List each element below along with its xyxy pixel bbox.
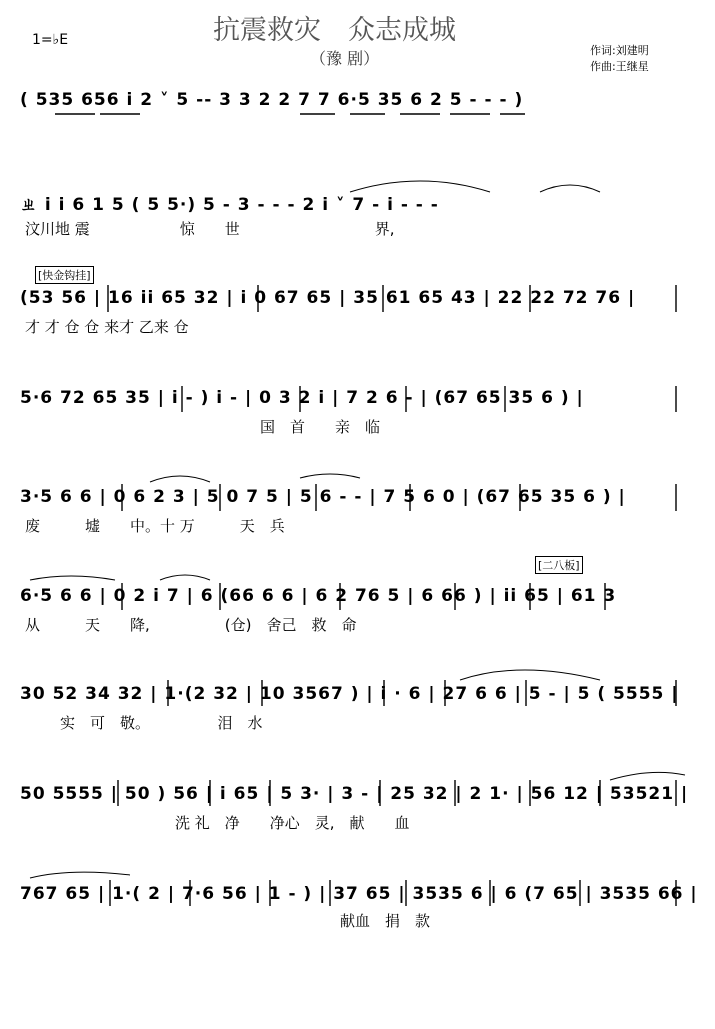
lyrics-line: 废 墟 中。十 万 天 兵	[25, 517, 285, 535]
notation-line: 767 65 | 1·( 2 | 7·6 56 | 1 - ) | 37 65 | 3535 6 | 6 (7 65 | 3535 66 |	[20, 884, 698, 904]
notation-line: ㄓ i i 6 1 5 ( 5 5·) 5 - 3 - - - 2 i ˅ 7 - i - - -	[20, 195, 439, 215]
lyrics-line: 从 天 降, (仓) 舍己 救 命	[25, 616, 357, 634]
genre-subtitle: （豫 剧）	[310, 49, 380, 68]
lyrics-line: 国 首 亲 临	[260, 418, 381, 436]
lyrics-line: 洗 礼 净 净心 灵, 献 血	[175, 814, 410, 832]
lyrics-line: 实 可 敬。 泪 水	[60, 714, 263, 732]
notation-line: (53 56 | 16 ii 65 32 | i 0 67 65 | 35 61 65 43 | 22 22 72 76 |	[20, 288, 636, 308]
notation-line: 50 5555 | 50 ) 56 | i 65 | 5 3· | 3 - | 25 32 | 2 1· | 56 12 | 53521 |	[20, 784, 689, 804]
lyrics-line: 汶川地 震 惊 世 界,	[25, 220, 395, 238]
notation-line: 6·5 6 6 | 0 2 i 7 | 6 (66 6 6 | 6 2 76 5 | 6 66 ) | ii 65 | 61 3	[20, 586, 617, 606]
notation-line: ( 535 656 i 2 ˅ 5 -- 3 3 2 2 7 7 6·5 35 6 2 5 - - - )	[20, 90, 524, 110]
lyricist-credit: 作词:刘建明	[590, 44, 649, 57]
notation-line: 3·5 6 6 | 0 6 2 3 | 5 0 7 5 | 5 6 - - | 7 5 6 0 | (67 65 35 6 ) |	[20, 487, 626, 507]
page-title: 抗震救灾 众志成城	[213, 15, 456, 46]
section-tag: [二八板]	[535, 556, 583, 574]
notation-line: 30 52 34 32 | 1·(2 32 | 10 3567 ) | i · 6 | 27 6 6 | 5 - | 5 ( 5555 |	[20, 684, 679, 704]
section-tag: [快金钩挂]	[35, 266, 94, 284]
lyrics-line: 献血 捐 款	[340, 912, 431, 930]
composer-credit: 作曲:王继星	[590, 60, 649, 73]
key-signature: 1=♭E	[32, 32, 69, 48]
notation-line: 5·6 72 65 35 | i - ) i - | 0 3 2 i | 7 2 6 - | (67 65 35 6 ) |	[20, 388, 584, 408]
lyrics-line: 才 才 仓 仓 来才 乙来 仓	[25, 318, 189, 336]
